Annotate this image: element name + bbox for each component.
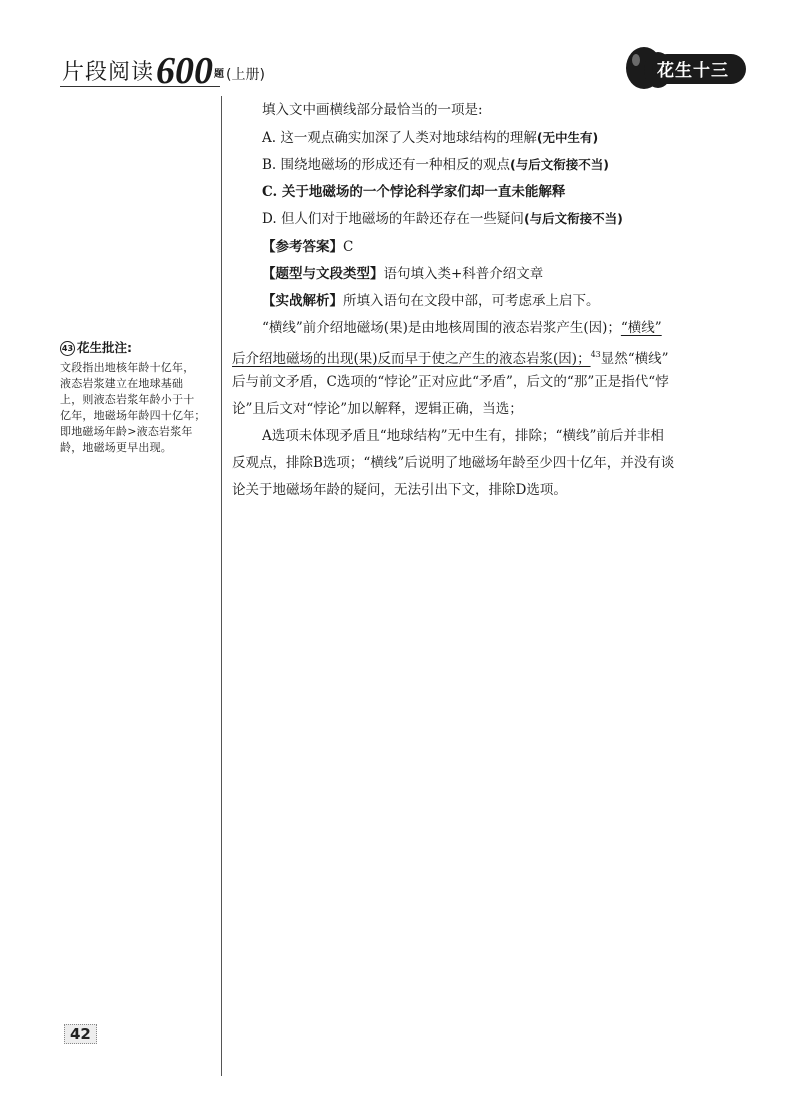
analysis-p2-line: 反观点，排除B选项；“横线”后说明了地磁场年龄至少四十亿年，并没有谈 (232, 455, 675, 471)
analysis-p2-line: 论关于地磁场年龄的疑问，无法引出下文，排除D选项。 (232, 482, 567, 498)
question-prompt: 填入文中画横线部分最恰当的一项是: (262, 102, 483, 118)
option-d (262, 209, 623, 229)
analysis-intro-text: 所填入语句在文段中部，可考虑承上启下。 (343, 293, 600, 309)
logo-text: 花生十三 (657, 61, 729, 81)
book-title-main: 片段阅读 (62, 60, 155, 85)
underlined-text: 后介绍地磁场的出现(果)反而早于使之产生的液态岩浆(因)； (232, 351, 591, 367)
option-letter: B. (262, 157, 277, 173)
book-title (62, 46, 265, 90)
analysis-p1-line (232, 345, 669, 369)
analysis-text: “横线”前介绍地磁场(果)是由地核周围的液态岩浆产生(因)； (262, 320, 621, 336)
option-a (262, 128, 598, 148)
annotation-line: 即地磁场年龄>液态岩浆年 (60, 425, 193, 438)
reference-answer (262, 237, 353, 257)
option-b (262, 155, 609, 175)
analysis-p1-line: 论”且后文对“悖论”加以解释，逻辑正确，当选； (232, 401, 523, 417)
annotation-ref: 43 (590, 350, 601, 359)
annotation-title (60, 338, 208, 356)
option-letter: C. (262, 184, 278, 200)
book-title-number: 600 (156, 50, 214, 92)
annotation-line: 上，则液态岩浆年龄小于十 (60, 393, 195, 406)
option-c (262, 182, 565, 202)
annotation-title-text: 花生批注: (77, 340, 132, 355)
option-text: 但人们对于地磁场的年龄还存在一些疑问 (280, 211, 524, 227)
question-type (262, 264, 543, 284)
analysis-p1-line: 后与前文矛盾，C选项的“悖论”正对应此“矛盾”，后文的“那”正是指代“悖 (232, 374, 669, 390)
annotation-line: 液态岩浆建立在地球基础 (60, 377, 184, 390)
analysis-label: 【实战解析】 (262, 293, 343, 309)
option-note: (与后文衔接不当) (510, 157, 609, 172)
option-note: (与后文衔接不当) (523, 211, 623, 226)
option-note: (无中生有) (536, 130, 599, 145)
answer-label: 【参考答案】 (262, 239, 343, 255)
header-rule (60, 86, 220, 87)
type-value: 语句填入类+科普介绍文章 (383, 266, 544, 282)
option-letter: D. (262, 211, 277, 227)
annotation-line: 龄，地磁场更早出现。 (60, 441, 172, 454)
analysis-intro (262, 291, 600, 311)
book-title-suffix: 题 (214, 69, 225, 80)
analysis-text: 显然“横线” (600, 351, 669, 367)
annotation-number: 43 (60, 341, 75, 356)
annotation-sidebar (60, 338, 208, 456)
analysis-p1-line (262, 318, 662, 338)
option-text: 关于地磁场的一个悖论科学家们却一直未能解释 (281, 184, 566, 200)
page-number: 42 (64, 1024, 97, 1044)
annotation-line: 亿年，地磁场年龄四十亿年； (60, 409, 206, 422)
option-text: 围绕地磁场的形成还有一种相反的观点 (280, 157, 511, 173)
answer-value: C (343, 239, 354, 255)
book-volume: (上册) (226, 67, 265, 83)
type-label: 【题型与文段类型】 (262, 266, 384, 282)
annotation-line: 文段指出地核年龄十亿年， (60, 361, 195, 374)
underlined-text: “横线” (620, 320, 662, 336)
column-divider (221, 96, 222, 1076)
option-letter: A. (262, 130, 277, 146)
option-text: 这一观点确实加深了人类对地球结构的理解 (280, 130, 537, 146)
analysis-p2-line: A选项未体现矛盾且“地球结构”无中生有，排除；“横线”前后并非相 (262, 428, 664, 444)
